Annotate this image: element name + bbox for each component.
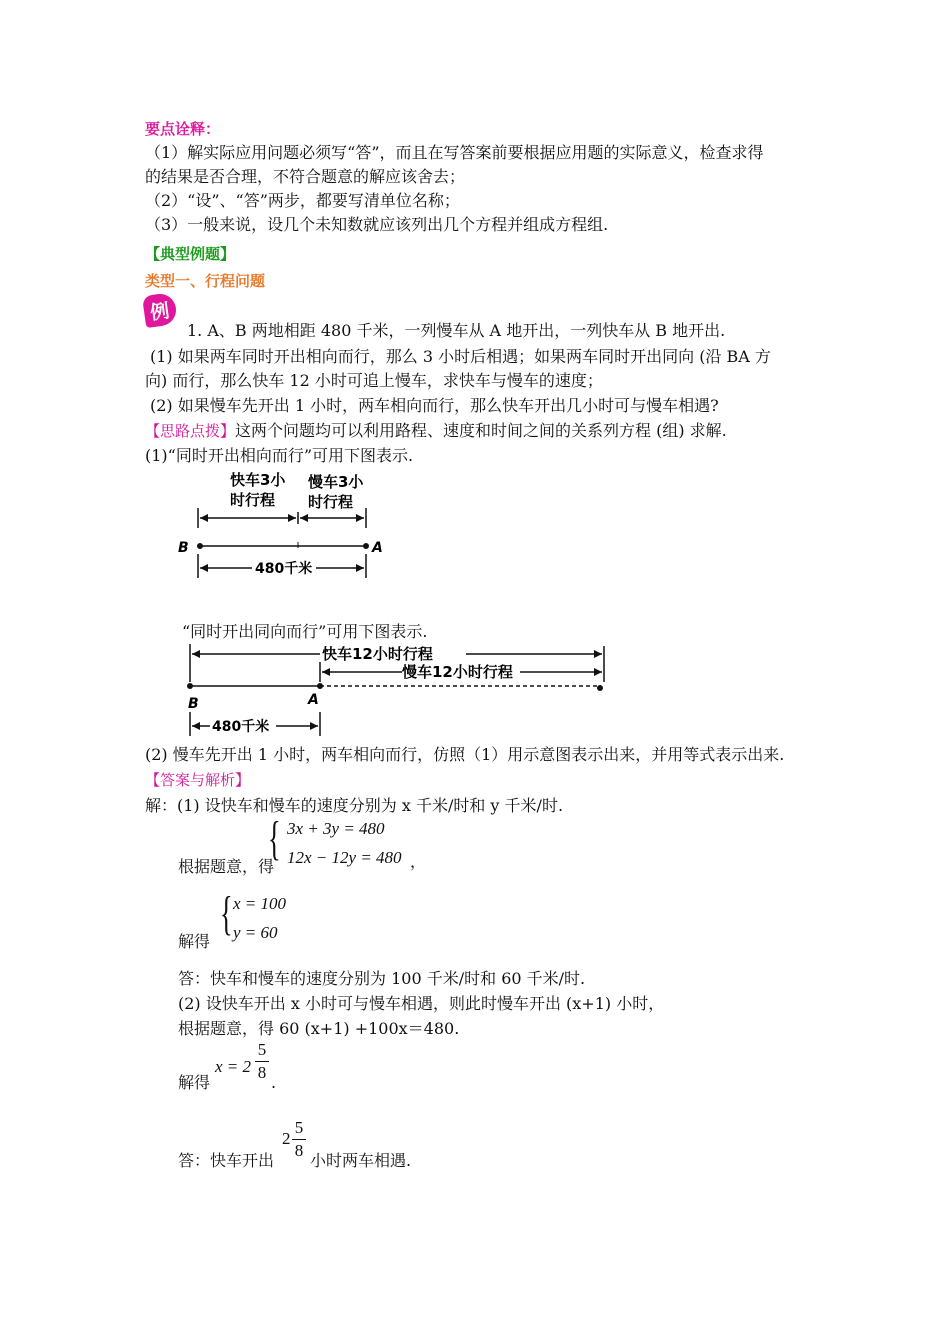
hint-text: 这两个问题均可以利用路程、速度和时间之间的关系列方程 (组) 求解.	[235, 421, 727, 440]
answer-1: 答：快车和慢车的速度分别为 100 千米/时和 60 千米/时.	[178, 969, 586, 988]
fraction-1-numerator: 5	[257, 1040, 267, 1059]
fraction-1	[255, 1040, 269, 1083]
point-b: B	[178, 540, 189, 556]
typical-examples-heading: 【典型例题】	[145, 245, 236, 263]
result-y: y = 60	[233, 923, 278, 942]
diagram1-caption: (1)“同时开出相向而行”可用下图表示.	[145, 446, 414, 465]
equation-2: 12x − 12y = 480	[287, 848, 402, 867]
fraction-2	[292, 1118, 306, 1161]
system-brace-1: {	[268, 812, 281, 865]
section-title: 要点诠释：	[145, 120, 221, 138]
by-meaning-label: 根据题意，得	[178, 857, 275, 876]
diagram2-caption: “同时开出同向而行”可用下图表示.	[182, 622, 428, 641]
fraction-2-denominator: 8	[294, 1141, 304, 1160]
problem-line-1: 1. A、B 两地相距 480 千米，一列慢车从 A 地开出，一列快车从 B 地开出.	[187, 321, 726, 340]
slow-3h-label-1: 慢车3小	[308, 473, 364, 491]
distance-label-1: 480千米	[255, 561, 313, 577]
answer-2-suffix: 小时两车相遇.	[310, 1151, 412, 1170]
note-line-4: （3）一般来说，设几个未知数就应该列出几个方程并组成方程组.	[145, 215, 609, 234]
fast-3h-label-1: 快车3小	[230, 471, 286, 489]
solve-label-2: 解得	[178, 1073, 211, 1092]
note-line-2: 的结果是否合理，不符合题意的解应该舍去；	[145, 167, 466, 186]
x-equals: x = 2	[215, 1057, 252, 1076]
type-one-heading: 类型一、行程问题	[145, 272, 266, 290]
fraction-2-numerator: 5	[294, 1118, 304, 1137]
point-b-2: B	[188, 696, 199, 712]
point-a: A	[372, 540, 383, 556]
note-line-3: （2）“设”、“答”两步，都要写清单位名称；	[145, 191, 460, 210]
fast-3h-label-2: 时行程	[230, 491, 276, 509]
system-brace-2: {	[220, 887, 233, 940]
part2-setup: (2) 设快车开出 x 小时可与慢车相遇，则此时慢车开出 (x+1) 小时，	[178, 994, 665, 1013]
mixed-whole: 2	[282, 1129, 291, 1148]
result-x: x = 100	[233, 894, 287, 913]
fast-12h-label: 快车12小时行程	[322, 645, 433, 663]
problem-part1-a: (1) 如果两车同时开出相向而行，那么 3 小时后相遇；如果两车同时开出同向 (沿 BA 方	[150, 347, 771, 366]
solve-label-1: 解得	[178, 932, 211, 951]
slow-3h-label-2: 时行程	[308, 493, 354, 511]
equation-1: 3x + 3y = 480	[287, 819, 385, 838]
hint-label: 【思路点拨】	[145, 422, 236, 440]
example-badge	[142, 292, 178, 328]
answer-2-prefix: 答：快车开出	[178, 1151, 275, 1170]
solution-intro: 解：(1) 设快车和慢车的速度分别为 x 千米/时和 y 千米/时.	[145, 796, 564, 815]
diagram-same-direction	[180, 642, 610, 742]
fraction-1-denominator: 8	[257, 1063, 267, 1082]
equation-comma: ，	[410, 852, 427, 871]
example-badge-label: 例	[148, 299, 171, 325]
period-mark: .	[271, 1073, 277, 1092]
problem-part2: (2) 如果慢车先开出 1 小时，两车相向而行，那么快车开出几小时可与慢车相遇?	[150, 396, 719, 415]
note-line-1: （1）解实际应用问题必须写“答”，而且在写答案前要根据应用题的实际意义，检查求得	[145, 143, 764, 162]
slow-12h-label: 慢车12小时行程	[402, 663, 513, 681]
distance-label-2: 480千米	[212, 719, 270, 735]
problem-part1-b: 向) 而行，那么快车 12 小时可追上慢车，求快车与慢车的速度；	[145, 371, 603, 390]
answer-label: 【答案与解析】	[145, 771, 251, 789]
part2-hint: (2) 慢车先开出 1 小时，两车相向而行，仿照（1）用示意图表示出来，并用等式表示出来.	[145, 745, 785, 764]
point-a-2: A	[308, 692, 319, 708]
part2-equation: 根据题意，得 60 (x+1) +100x＝480.	[178, 1019, 460, 1038]
diagram-opposite-direction	[170, 468, 400, 583]
